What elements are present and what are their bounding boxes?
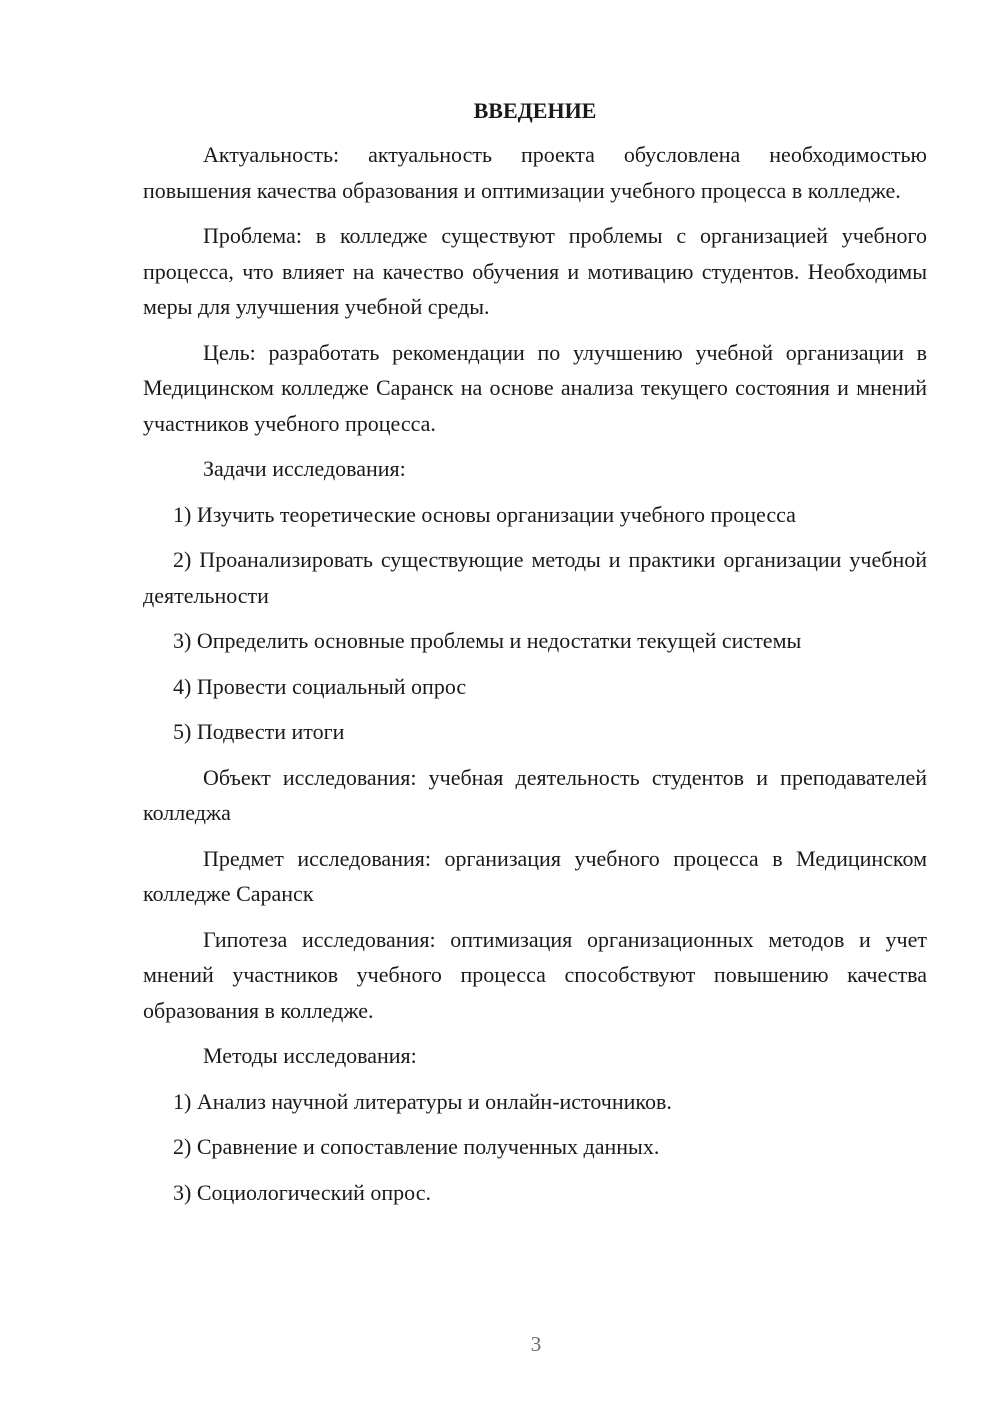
task-item-5: 5) Подвести итоги [173,719,345,744]
goal-paragraph: Цель: разработать рекомендации по улучшению учебной организации в Медицинском колледже Саранск на основе анализа текущего состояния и мнений участников учебного процесса. [143,339,927,436]
problem-paragraph: Проблема: в колледже существуют проблемы с организацией учебного процесса, что влияет на качество обучения и мотивацию студентов. Необходимы меры для улучшения учебной среды. [143,223,927,319]
page-title: ВВЕДЕНИЕ [473,98,597,123]
relevance-paragraph: Актуальность: актуальность проекта обусловлена необходимостью повышения качества образования и оптимизации учебного процесса в колледже. [143,142,927,203]
task-item-4: 4) Провести социальный опрос [173,673,467,699]
methods-heading: Методы исследования: [203,1043,417,1068]
method-item-2: 2) Сравнение и сопоставление полученных данных. [173,1134,660,1159]
hypothesis-paragraph: Гипотеза исследования: оптимизация организационных методов и учет мнений участников учебного процесса способствуют повышению качества образования в колледже. [143,926,927,1023]
subject-paragraph: Предмет исследования: организация учебного процесса в Медицинском колледже Саранск [143,845,927,906]
task-item-3: 3) Определить основные проблемы и недостатки текущей системы [173,628,802,653]
method-item-3: 3) Социологический опрос. [173,1179,431,1205]
tasks-heading: Задачи исследования: [203,456,406,481]
method-item-1: 1) Анализ научной литературы и онлайн-источников. [173,1088,672,1114]
task-item-1: 1) Изучить теоретические основы организации учебного процесса [173,501,796,527]
document-page [143,96,927,1220]
object-paragraph: Объект исследования: учебная деятельность студентов и преподавателей колледжа [143,764,927,825]
page-number: 3 [530,1332,542,1356]
task-item-2: 2) Проанализировать существующие методы и практики организации учебной деятельности [143,547,927,608]
